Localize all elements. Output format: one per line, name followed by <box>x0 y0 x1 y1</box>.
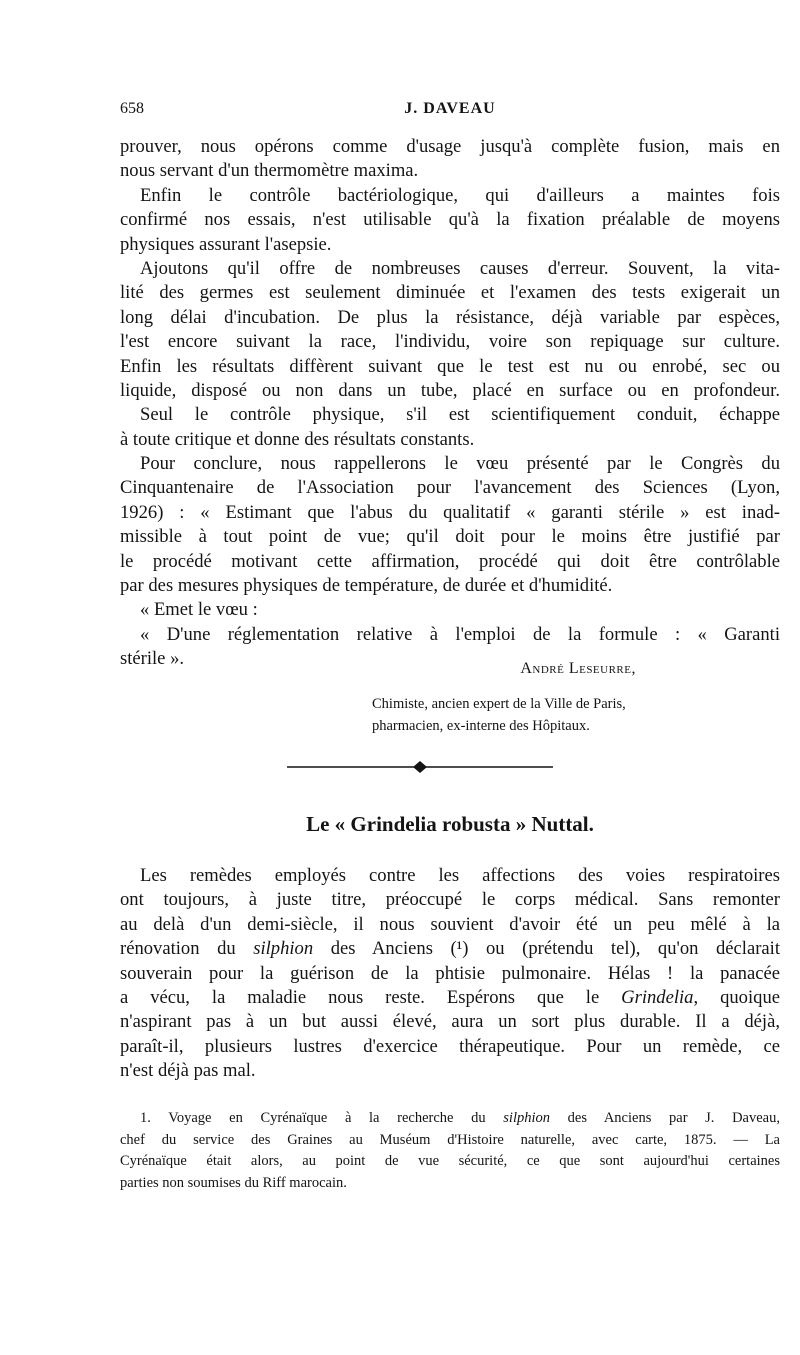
text-line: n'aspirant pas à un but aussi élevé, aura un sort plus durable. Il a déjà, <box>120 1011 780 1033</box>
text-line: à toute critique et donne des résultats constants. <box>120 428 475 450</box>
article-body <box>120 864 780 1084</box>
footnote <box>120 1108 780 1194</box>
text-line: physiques assurant l'asepsie. <box>120 233 332 255</box>
footnote-line: chef du service des Graines au Muséum d'Histoire naturelle, avec carte, 1875. — La <box>120 1131 780 1148</box>
text-line: liquide, disposé ou non dans un tube, placé en surface ou en profondeur. <box>120 379 780 401</box>
text-line: lité des germes est seulement diminuée et l'examen des tests exigerait un <box>120 282 780 304</box>
signature-credential: Chimiste, ancien expert de la Ville de Paris, <box>372 696 626 712</box>
text-line: Les remèdes employés contre les affections des voies respiratoires <box>140 865 780 886</box>
section-divider <box>287 757 553 777</box>
signature-name: André Leseurre, <box>520 660 636 677</box>
text-line: Ajoutons qu'il offre de nombreuses causes d'erreur. Souvent, la vita- <box>140 257 780 279</box>
text-line <box>120 937 780 961</box>
signature-credential: pharmacien, ex-interne des Hôpitaux. <box>372 718 590 734</box>
text-line: ont toujours, à juste titre, préoccupé le corps médical. Sans remonter <box>120 889 780 911</box>
text-line: par des mesures physiques de température, de durée et d'humidité. <box>120 575 613 597</box>
page-number: 658 <box>120 100 144 117</box>
footnote-line: parties non soumises du Riff marocain. <box>120 1174 347 1191</box>
text-line: paraît-il, plusieurs lustres d'exercice thérapeutique. Pour un remède, ce <box>120 1035 780 1057</box>
text-line: missible à tout point de vue; qu'il doit pour le moins être justifié par <box>120 526 780 548</box>
text-line: confirmé nos essais, n'est utilisable qu'à la fixation préalable de moyens <box>120 209 780 231</box>
text-line: nous servant d'un thermomètre maxima. <box>120 160 419 182</box>
text-run: rénovation du <box>120 938 254 960</box>
italic-term: Grindelia <box>621 986 694 1008</box>
text-line: Pour conclure, nous rappellerons le vœu présenté par le Congrès du <box>140 453 780 475</box>
text-line: Enfin les résultats diffèrent suivant que le test est nu ou enrobé, sec ou <box>120 355 780 377</box>
text-line: n'est déjà pas mal. <box>120 1060 256 1082</box>
footnote-line: Cyrénaïque était alors, au point de vue sécurité, ce que sont aujourd'hui certaines <box>120 1153 780 1169</box>
footnote-line <box>120 1108 780 1130</box>
text-line: le procédé motivant cette affirmation, procédé qui doit être contrôlable <box>120 550 780 572</box>
text-line: au delà d'un demi-siècle, il nous souvient d'avoir été un peu mêlé à la <box>120 913 780 935</box>
text-line: souverain pour la guérison de la phtisie pulmonaire. Hélas ! la panacée <box>120 962 780 984</box>
text-line: « D'une réglementation relative à l'emploi de la formule : « Garanti <box>140 623 780 645</box>
text-run: a vécu, la maladie nous reste. Espérons que le <box>120 986 622 1008</box>
text-line: « Emet le vœu : <box>140 599 258 621</box>
text-line: prouver, nous opérons comme d'usage jusqu'à complète fusion, mais en <box>120 136 780 157</box>
text-line: Enfin le contrôle bactériologique, qui d'ailleurs a maintes fois <box>140 184 780 206</box>
text-run: , quoique <box>693 986 780 1008</box>
text-run: des Anciens par J. Daveau, <box>550 1110 780 1126</box>
text-line <box>120 986 780 1010</box>
page-header <box>120 100 780 124</box>
text-line: stérile ». <box>120 648 185 670</box>
text-line: 1926) : « Estimant que l'abus du qualitatif « garanti stérile » est inad- <box>120 501 780 523</box>
article-title: Le « Grindelia robusta » Nuttal. <box>306 812 594 836</box>
text-run: des Anciens (¹) ou (prétendu tel), qu'on déclarait <box>313 938 780 960</box>
text-line: long délai d'incubation. De plus la résistance, déjà variable par espèces, <box>120 306 780 328</box>
text-line: Seul le contrôle physique, s'il est scientifiquement conduit, échappe <box>140 404 780 426</box>
running-head: J. DAVEAU <box>404 100 496 117</box>
italic-term: silphion <box>503 1110 551 1126</box>
italic-term: silphion <box>253 938 314 960</box>
text-line: Cinquantenaire de l'Association pour l'avancement des Sciences (Lyon, <box>120 477 780 499</box>
text-run: 1. Voyage en Cyrénaïque à la recherche du <box>140 1110 504 1126</box>
body-section-1 <box>120 135 780 672</box>
text-line: l'est encore suivant la race, l'individu, voire son repiquage sur culture. <box>120 331 780 353</box>
